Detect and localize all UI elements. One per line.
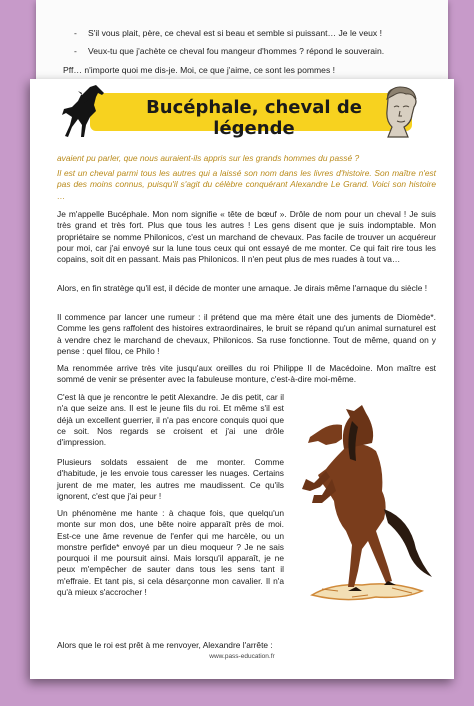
paragraph: Alors que le roi est prêt à me renvoyer, Alexandre l'arrête : [57, 640, 273, 650]
intro-text: Il est un cheval parmi tous les autres qui a laissé son nom dans les livres d'histoire. Son maître n'est pas des moins connus, puisqu'il s'agit du célèbre conquérant Alexandre Le Grand. Voici son histoire … [57, 168, 436, 201]
intro-text: avaient pu parler, que nous auraient-ils appris sur les grands hommes du passé ? [57, 153, 360, 163]
alexander-bust-icon [378, 85, 422, 139]
previous-page-line-text: S'il vous plait, père, ce cheval est si beau et semble si puissant… Je le veux ! [88, 28, 382, 38]
previous-page-line: Pff… n'importe quoi me dis-je. Moi, ce que j'aime, ce sont les pommes ! [63, 65, 336, 75]
paragraph: Plusieurs soldats essaient de me monter. Comme d'habitude, je les envoie tous caresser les nuages. Certains jurent de me mater, les autres me maudissent. Ce qu'ils ignorent, c'est que j'ai peur ! [57, 457, 284, 501]
previous-page-line: - S'il vous plait, père, ce cheval est si beau et semble si puissant… Je le veux ! [74, 28, 382, 38]
paragraph: Il commence par lancer une rumeur : il prétend que ma mère était une des juments de Diomède*. Comme les gens raffolent des histoires extraordinaires, le bruit se répand qu'un animal surnaturel est à vendre chez le marchand de chevaux, Philonicos. Sa ruse fonctionne. Tout de même, quand on y pense : quel filou, ce Philo ! [57, 312, 436, 356]
paragraph: Ma renommée arrive très vite jusqu'aux oreilles du roi Philippe II de Macédoine. Mon maître est sommé de venir se présenter avec la fabuleuse monture, c'est-à-dire moi-même. [57, 363, 436, 385]
paragraph: C'est là que je rencontre le petit Alexandre. Je dis petit, car il n'a que seize ans. Il est le jeune fils du roi. Et même s'il est déjà un excellent guerrier, il n'a pas encore conquis quoi que ce soit. Nos regards se croisent et j'ai une drôle d'impression. [57, 392, 284, 448]
page-title: Bucéphale, cheval de légende [146, 97, 362, 139]
paragraph: Je m'appelle Bucéphale. Mon nom signifie « tête de bœuf ». Drôle de nom pour un cheval ! Je suis très grand et très fort. Plus que tous les autres ! Les gens disent que je suis indomptable. Mon propriétaire se nomme Philonicos, c'est un marchand de chevaux. Pas facile de trouver un acquéreur pour moi, car j'ai envoyé sur la lune tous ceux qui ont essayé de me monter. Ce qui fait rire tous les copains, soit dit en passant. Mais pas Philonicos. Il n'en peut plus de mes ruades à tout va… [57, 209, 436, 265]
horse-illustration [292, 399, 442, 609]
paragraph: Un phénomène me hante : à chaque fois, que quelqu'un monte sur mon dos, une bête noire apparaît près de moi. Est-ce une âme revenue de l'enfer qui me harcèle, ou un monstre perfide* envoyé par un dieu moqueur ? Je ne sais pourquoi il me poursuit ainsi. Mais lorsqu'il apparaît, je ne peux m'empêcher de sauter dans tous les sens tant il m'effraie. Et tant pis, si cela désarçonne mon cavalier. Il n'a qu'à mieux s'accrocher ! [57, 508, 284, 598]
previous-page-line-text: Veux-tu que j'achète ce cheval fou mangeur d'hommes ? répond le souverain. [88, 46, 385, 56]
rearing-horse-icon [60, 83, 108, 139]
previous-page-line: - Veux-tu que j'achète ce cheval fou mangeur d'hommes ? répond le souverain. [74, 46, 385, 56]
document-page [30, 79, 454, 679]
paragraph: Alors, en fin stratège qu'il est, il décide de monter une arnaque. Je dirais même l'arnaque du siècle ! [57, 283, 428, 293]
previous-page [36, 0, 448, 86]
footer-url: www.pass-education.fr [209, 653, 275, 660]
